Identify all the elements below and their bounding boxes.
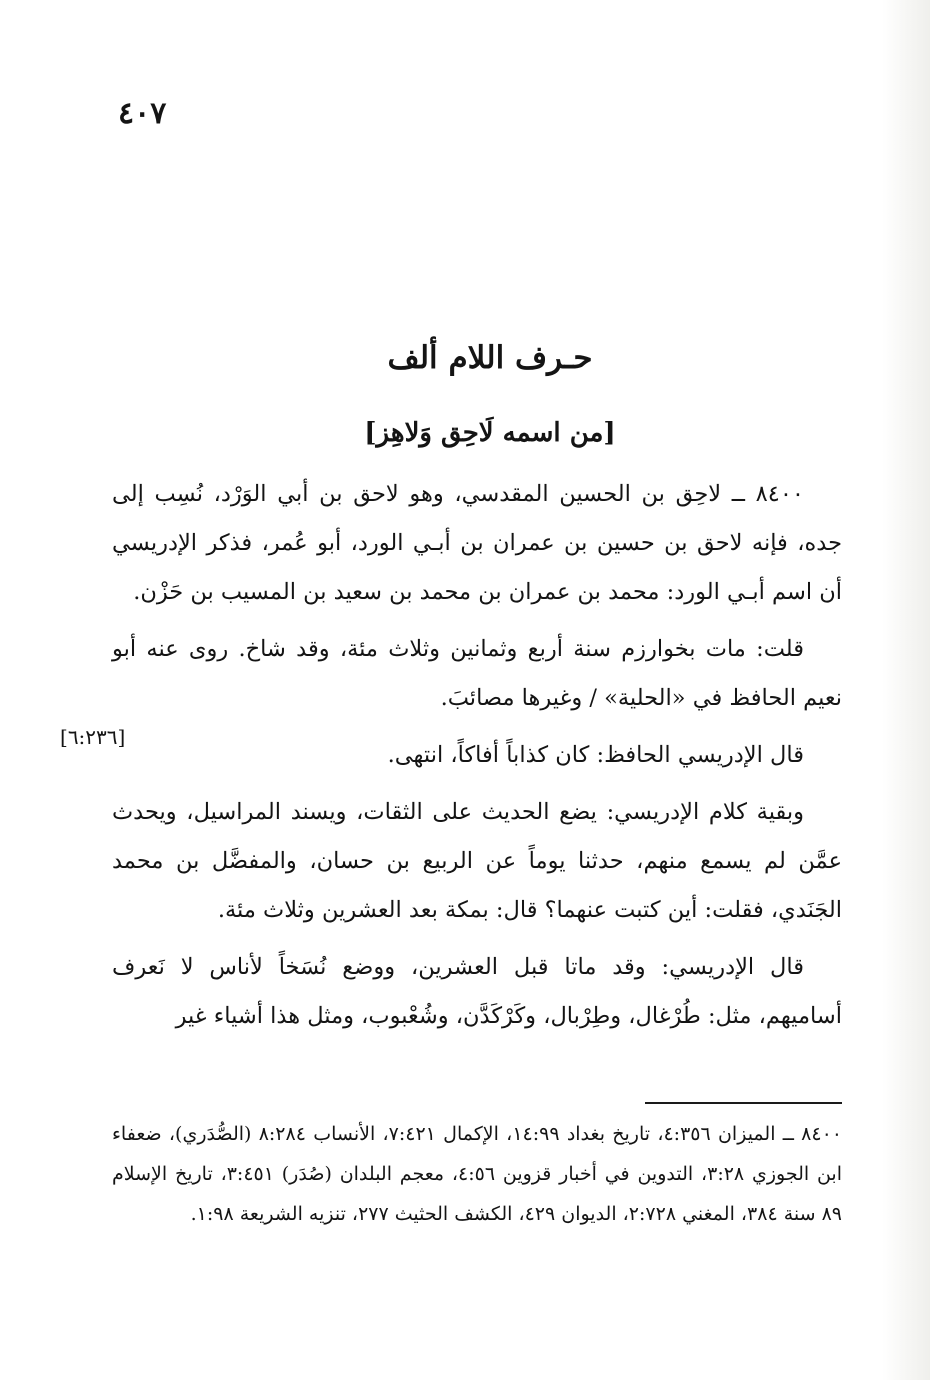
body-paragraph: قال الإدريسي الحافظ: كان كذاباً أفاكاً، انتهى. <box>387 742 804 768</box>
page-number: ٤٠٧ <box>118 96 167 131</box>
footnote: ٨٤٠٠ ــ الميزان ٤:٣٥٦، تاريخ بغداد ١٤:٩٩، الإكمال ٧:٤٢١، الأنساب ٨:٢٨٤ (الصُّدَري)، ضعفاء ابن الجوزي ٣:٢٨، التدوين في أخبار قزوين ٤:٥٦، معجم البلدان (صُدَر) ٣:٤٥١، تاريخ الإسلام ٨٩ سنة ٣٨٤، المغني ٢:٧٢٨، الديوان ٤٢٩، الكشف الحثيث ٢٧٧، تنزيه الشريعة ١:٩٨. <box>112 1123 843 1225</box>
margin-reference: [٦:٢٣٦] <box>60 725 126 749</box>
footnote-divider <box>645 1102 842 1104</box>
main-text <box>112 470 842 1041</box>
body-paragraph: قال الإدريسي: وقد ماتا قبل العشرين، ووضع نُسَخاً لأناس لا نَعرف أساميهم، مثل: طُرْغال، وطِرْبال، وكَرْكَدَّن، وشُعْبوب، ومثل هذا أشياء غير <box>112 954 842 1029</box>
chapter-title: حـرف اللام ألف <box>387 340 593 376</box>
entry-paragraph: ٨٤٠٠ ــ لاحِق بن الحسين المقدسي، وهو لاحق بن أبي الوَرْد، نُسِب إلى جده، فإنه لاحق بن حسين بن عمران بن أبـي الورد، أبو عُمر، فذكر الإدريسي أن اسم أبـي الورد: محمد بن عمران بن محمد بن سعيد بن المسيب بن حَزْن. <box>112 481 842 605</box>
body-paragraph: وبقية كلام الإدريسي: يضع الحديث على الثقات، ويسند المراسيل، ويحدث عمَّن لم يسمع منهم، حدثنا يوماً عن الربيع بن حسان، والمفضَّل بن محمد الجَنَدي، فقلت: أين كتبت عنهما؟ قال: بمكة بعد العشرين وثلاث مئة. <box>112 799 842 923</box>
section-heading: [من اسمه لَاحِق وَلاهِز] <box>364 418 616 448</box>
page-edge-shadow <box>882 0 930 1380</box>
body-paragraph: قلت: مات بخوارزم سنة أربع وثمانين وثلاث مئة، وقد شاخ. روى عنه أبو نعيم الحافظ في «الحلية» / وغيرها مصائبَ. <box>112 636 842 711</box>
